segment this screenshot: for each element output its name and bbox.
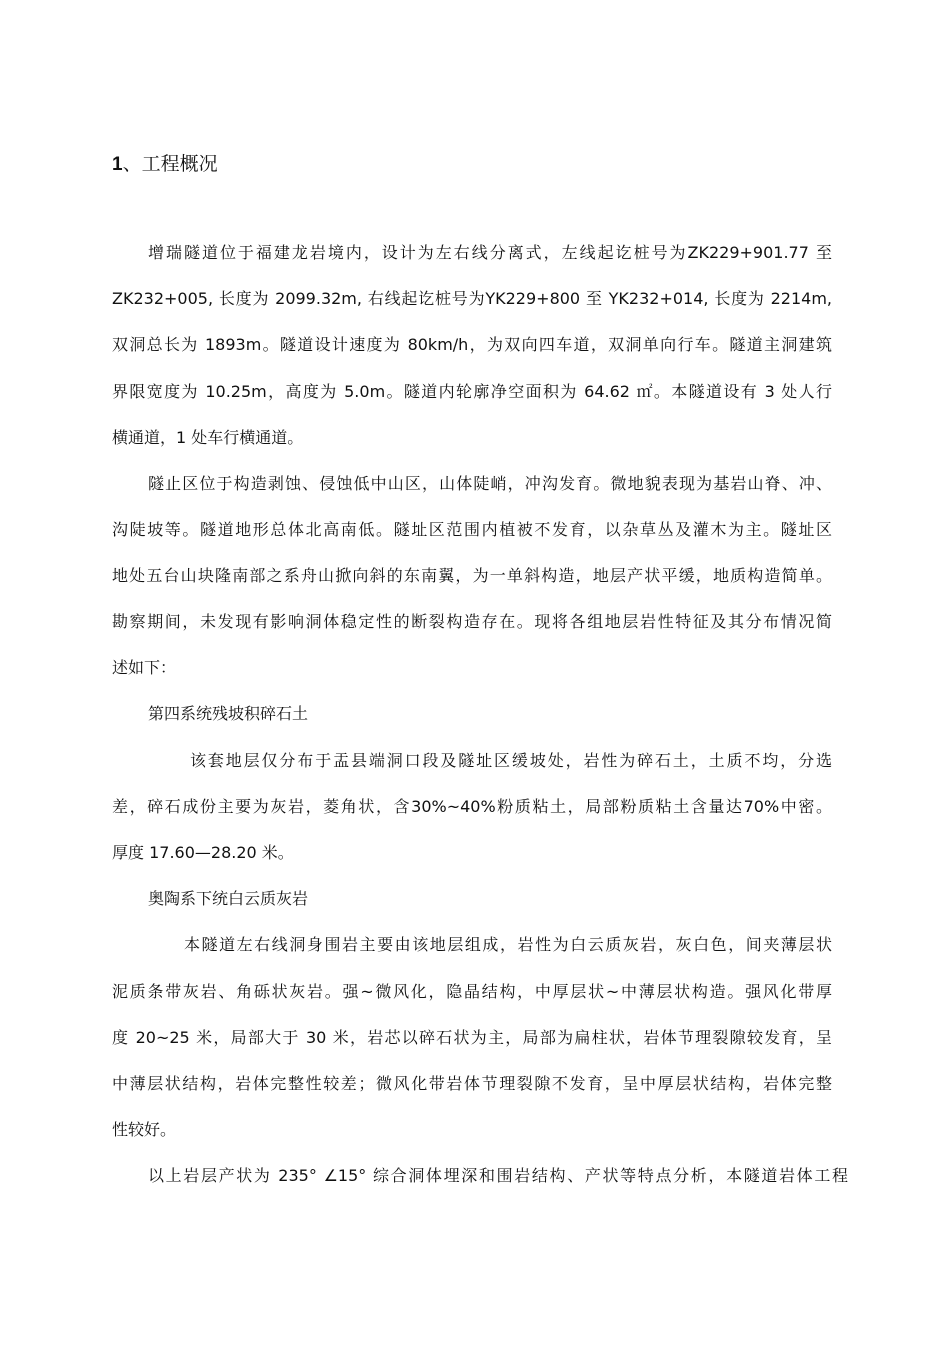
paragraph-3-line-3: 厚度 17.60—28.20 米。 (112, 843, 294, 862)
paragraph-1-line-3: 双洞总长为 1893m。隧道设计速度为 80km/h，为双向四车道，双洞单向行车。隧道主洞建筑 (112, 335, 832, 354)
paragraph-1-line-2: ZK232+005, 长度为 2099.32m, 右线起讫桩号为YK229+800 至 YK232+014, 长度为 2214m, (112, 289, 832, 308)
subheading-quaternary: 第四系统残坡积碎石土 (148, 704, 309, 723)
section-heading (112, 150, 218, 179)
paragraph-4-line-3: 度 20~25 米，局部大于 30 米，岩芯以碎石状为主，局部为扁柱状，岩体节理裂隙较发育，呈 (112, 1028, 832, 1047)
section-number: 1 (112, 154, 123, 175)
paragraph-2-line-5: 述如下： (112, 658, 177, 677)
subheading-ordovician: 奥陶系下统白云质灰岩 (148, 889, 309, 908)
paragraph-3-line-1: 该套地层仅分布于盂县端洞口段及隧址区缓坡处，岩性为碎石土，土质不均，分选 (190, 751, 832, 770)
paragraph-5-line-1: 以上岩层产状为 235° ∠15° 综合洞体埋深和围岩结构、产状等特点分析，本隧道岩体工程 (148, 1166, 848, 1185)
paragraph-4-line-4: 中薄层状结构，岩体完整性较差；微风化带岩体节理裂隙不发育，呈中厚层状结构，岩体完整 (112, 1074, 832, 1093)
paragraph-2-line-3: 地处五台山块隆南部之系舟山掀向斜的东南翼，为一单斜构造，地层产状平缓，地质构造简单。 (112, 566, 832, 585)
section-title: 、工程概况 (122, 153, 218, 175)
paragraph-3-line-2: 差，碎石成份主要为灰岩，菱角状，含30%~40%粉质粘土，局部粉质粘土含量达70%中密。 (112, 797, 832, 816)
paragraph-2-line-2: 沟陡坡等。隧道地形总体北高南低。隧址区范围内植被不发育，以杂草丛及灌木为主。隧址区 (112, 520, 832, 539)
paragraph-2-line-1: 隧止区位于构造剥蚀、侵蚀低中山区，山体陡峭，冲沟发育。微地貌表现为基岩山脊、冲、 (148, 474, 832, 493)
paragraph-2-line-4: 勘察期间，未发现有影响洞体稳定性的断裂构造存在。现将各组地层岩性特征及其分布情况简 (112, 612, 832, 631)
paragraph-4-line-2: 泥质条带灰岩、角砾状灰岩。强~微风化，隐晶结构，中厚层状~中薄层状构造。强风化带厚 (112, 982, 832, 1001)
paragraph-4-line-1: 本隧道左右线洞身围岩主要由该地层组成，岩性为白云质灰岩，灰白色，间夹薄层状 (184, 935, 832, 954)
paragraph-1-line-4: 界限宽度为 10.25m，高度为 5.0m。隧道内轮廓净空面积为 64.62 ㎡。本隧道设有 3 处人行 (112, 382, 832, 401)
paragraph-4-line-5: 性较好。 (112, 1120, 177, 1139)
paragraph-1-line-1: 增瑞隧道位于福建龙岩境内，设计为左右线分离式，左线起讫桩号为ZK229+901.77 至 (148, 243, 832, 262)
paragraph-1-line-5: 横通道，1 处车行横通道。 (112, 428, 304, 447)
